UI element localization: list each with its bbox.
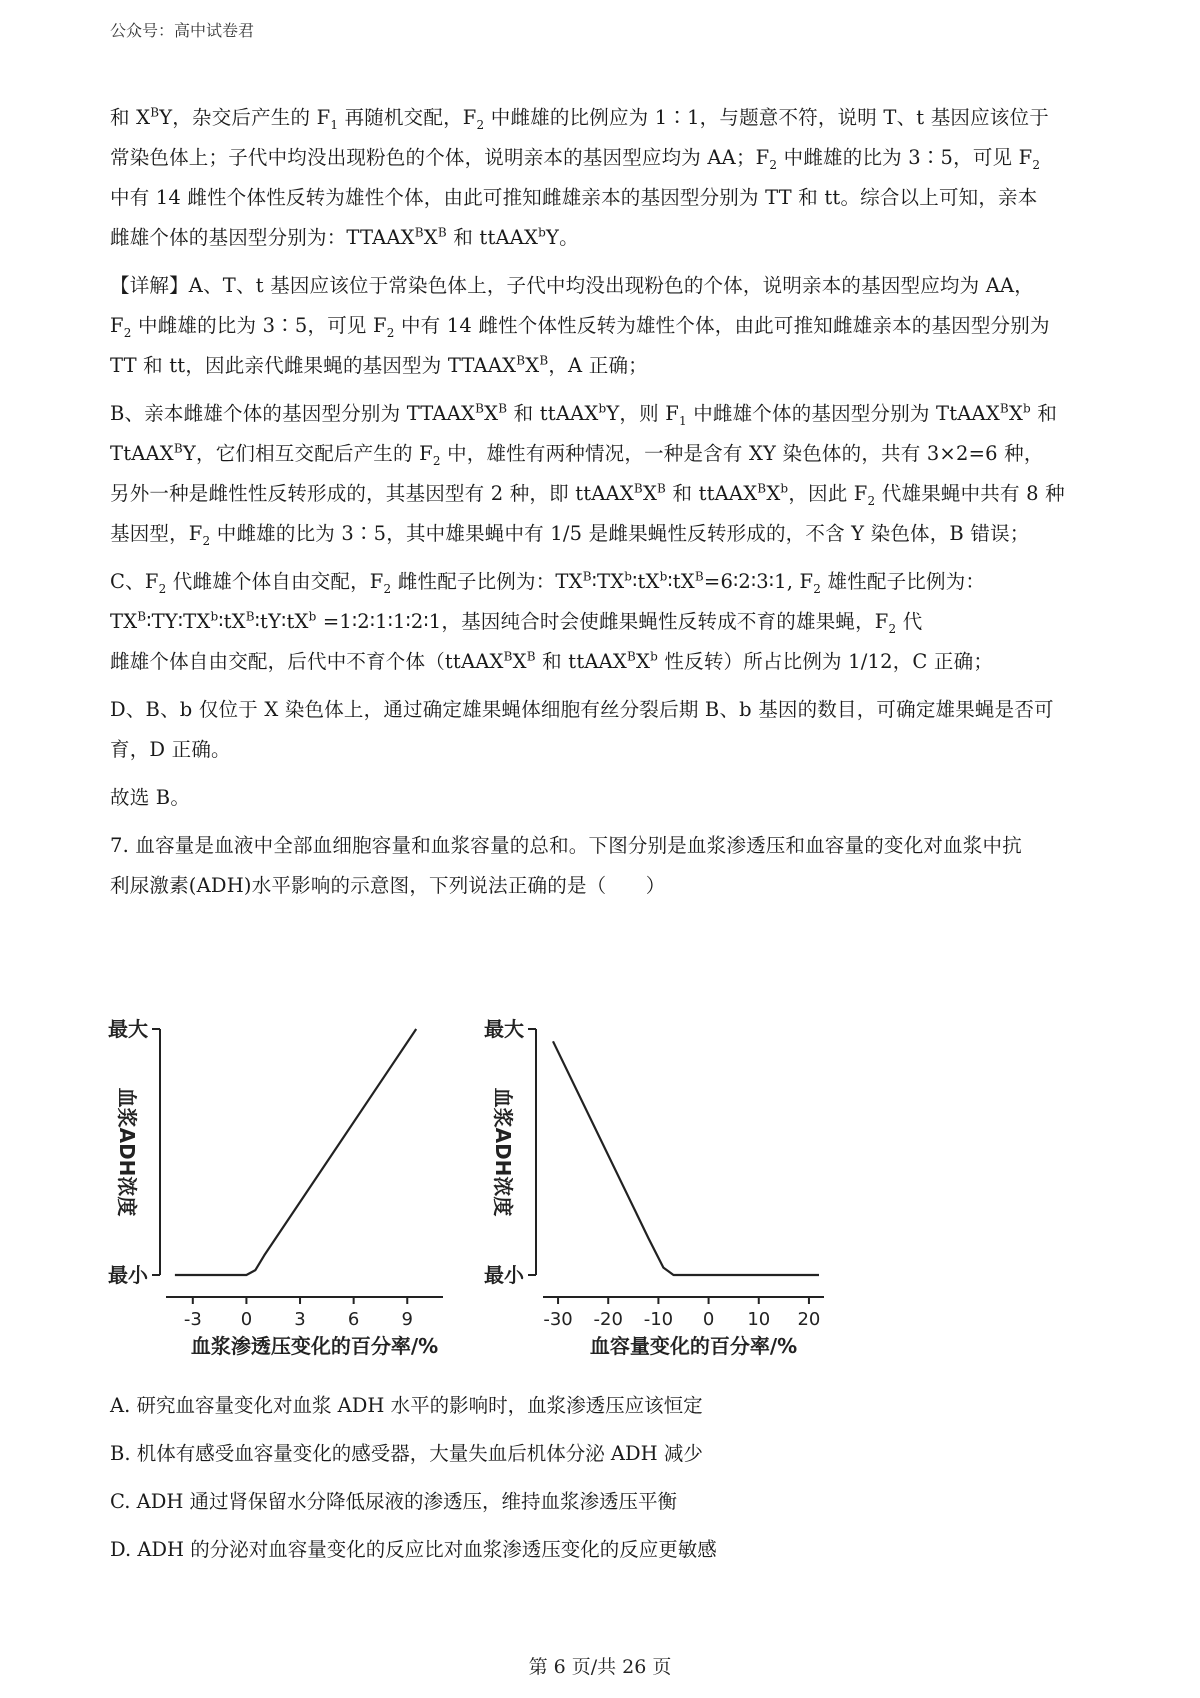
option-b[interactable]: B. 机体有感受血容量变化的感受器，大量失血后机体分泌 ADH 减少	[110, 1442, 703, 1465]
x-tick-label: -20	[593, 1309, 623, 1330]
charts-area	[108, 1005, 1108, 1375]
x-tick-label: 10	[747, 1309, 771, 1330]
text-line: 雌雄个体自由交配，后代中不育个体（$ttAAX^BX^B$ 和 $ttAAX^BX^b$ 性反转）所占比例为 1/12，C 正确；	[110, 649, 994, 673]
text-line: 利尿激素(ADH)水平影响的示意图，下列说法正确的是（ ）	[110, 874, 666, 897]
x-tick-label: -3	[183, 1309, 202, 1330]
x-tick-label: 0	[240, 1309, 253, 1330]
y-tick-label: 最大	[484, 1017, 524, 1041]
content	[110, 98, 1100, 914]
x-axis-label: 血浆渗透压变化的百分率/%	[190, 1334, 439, 1358]
question-7	[110, 826, 1100, 906]
text-line: 和 $X^BY$，杂交后产生的 $F_1$ 再随机交配，$F_2$ 中雌雄的比例应为 1∶1，与题意不符，说明 T、t 基因应该位于	[110, 105, 1049, 132]
y-tick-label: 最小	[108, 1263, 148, 1287]
option-b-explanation	[110, 394, 1100, 554]
answer-options	[110, 1382, 1100, 1574]
option-d[interactable]: D. ADH 的分泌对血容量变化的反应比对血浆渗透压变化的反应更敏感	[110, 1538, 717, 1561]
x-tick-label: 3	[294, 1309, 306, 1330]
x-tick-label: 0	[702, 1309, 715, 1330]
text-line: 中有 14 雌性个体性反转为雄性个体，由此可推知雌雄亲本的基因型分别为 TT 和 tt。综合以上可知，亲本	[110, 186, 1038, 209]
text-line: TT 和 tt，因此亲代雌果蝇的基因型为 $TTAAX^BX^B$，A 正确；	[110, 353, 648, 377]
option-c[interactable]: C. ADH 通过肾保留水分降低尿液的渗透压，维持血浆渗透压平衡	[110, 1490, 678, 1513]
x-tick-label: -10	[643, 1309, 674, 1330]
page-header: 公众号：高中试卷君	[110, 21, 255, 40]
series-line	[175, 1029, 416, 1275]
y-tick-label: 最大	[108, 1017, 148, 1041]
x-tick-label: 9	[401, 1309, 413, 1330]
text-line: $TX^B∶TY∶TX^b∶tX^B∶tY∶tX^b$ =1∶2∶1∶1∶2∶1，基因纯合时会使雌果蝇性反转成不育的雄果蝇，$F_2$ 代	[110, 609, 923, 636]
text-line: 【详解】A、T、t 基因应该位于常染色体上，子代中均没出现粉色的个体，说明亲本的基因型应均为 AA，	[110, 274, 1034, 297]
adh-charts	[108, 1005, 1108, 1375]
text-line: $F_2$ 中雌雄的比为 3∶5，可见 $F_2$ 中有 14 雌性个体性反转为雄性个体，由此可推知雌雄亲本的基因型分别为	[110, 314, 1050, 340]
text-line: B、亲本雌雄个体的基因型分别为 $TTAAX^BX^B$ 和 ttAAX$^b$Y，则 $F_1$ 中雌雄个体的基因型分别为 $TtAAX^BX^b$ 和	[110, 401, 1058, 428]
text-line: C、$F_2$ 代雌雄个体自由交配，$F_2$ 雌性配子比例为：$TX^B∶TX^b∶tX^b∶tX^B=6∶2∶3∶1$, $F_2$ 雄性配子比例为：	[110, 569, 986, 596]
text-line: TtAAX$^B$Y，它们相互交配后产生的 $F_2$ 中，雄性有两种情况，一种是含有 XY 染色体的，共有 3×2=6 种，	[110, 441, 1044, 468]
option-a[interactable]: A. 研究血容量变化对血浆 ADH 水平的影响时，血浆渗透压应该恒定	[110, 1394, 703, 1417]
option-d-explanation	[110, 690, 1100, 770]
series-line	[553, 1041, 819, 1275]
text-line: 常染色体上；子代中均没出现粉色的个体，说明亲本的基因型应均为 AA；$F_2$ 中雌雄的比为 3∶5，可见 $F_2$	[110, 146, 1041, 172]
text-line: 雌雄个体的基因型分别为：$TTAAX^BX^B$ 和 ttAAX$^b$Y。	[110, 225, 579, 249]
y-axis-label: 血浆ADH浓度	[491, 1087, 515, 1217]
x-tick-label: 6	[347, 1309, 360, 1330]
x-axis-label: 血容量变化的百分率/%	[589, 1334, 798, 1358]
text-line: 育，D 正确。	[110, 738, 231, 761]
text-line: 另外一种是雌性性反转形成的，其基因型有 2 种，即 $ttAAX^BX^B$ 和 $ttAAX^BX^b$，因此 $F_2$ 代雄果蝇中共有 8 种	[110, 481, 1065, 508]
x-tick-label: 20	[797, 1309, 821, 1330]
text-line: 基因型，$F_2$ 中雌雄的比为 3∶5，其中雄果蝇中有 1/5 是雌果蝇性反转形成的，不含 Y 染色体，B 错误；	[110, 522, 1030, 548]
y-tick-label: 最小	[484, 1263, 524, 1287]
option-c-explanation	[110, 562, 1100, 682]
page-footer: 第 6 页/共 26 页	[528, 1656, 672, 1678]
x-tick-label: -30	[543, 1309, 573, 1330]
detail-paragraph	[110, 266, 1100, 386]
text-line: D、B、b 仅位于 X 染色体上，通过确定雄果蝇体细胞有丝分裂后期 B、b 基因的数目，可确定雄果蝇是否可	[110, 698, 1054, 721]
answer-line: 故选 B。	[110, 786, 191, 809]
y-axis-label: 血浆ADH浓度	[115, 1087, 139, 1217]
analysis-paragraph	[110, 98, 1100, 258]
text-line: 7. 血容量是血液中全部血细胞容量和血浆容量的总和。下图分别是血浆渗透压和血容量的变化对血浆中抗	[110, 834, 1022, 857]
